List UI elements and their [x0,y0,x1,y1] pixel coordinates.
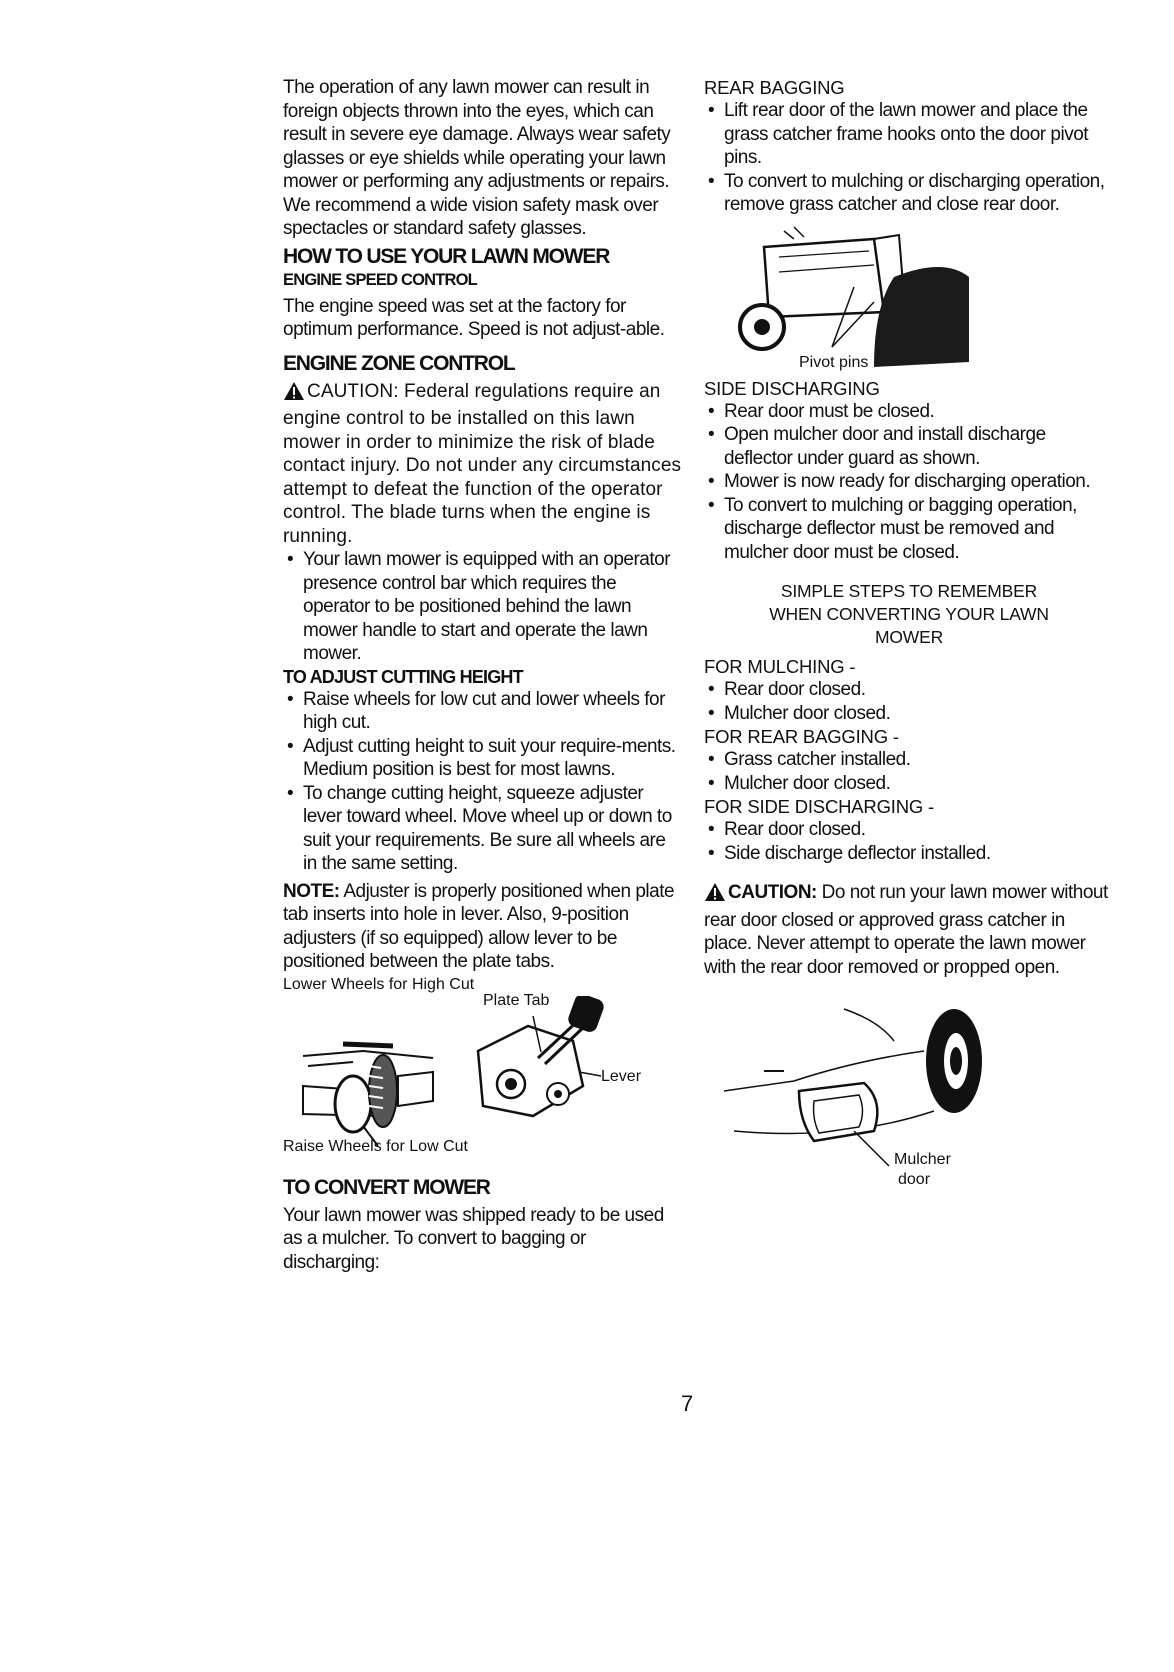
list-item: • Side discharge deflector installed. [704,842,1114,866]
adjuster-note [283,880,683,974]
list-item: • Open mulcher door and install discharge deflector under guard as shown. [704,423,1114,470]
list-item: • To convert to mulching or discharging operation, remove grass catcher and close rear door. [704,170,1114,217]
grass-catcher-illustration [724,217,984,377]
adjust-height-heading: TO ADJUST CUTTING HEIGHT [283,666,523,687]
left-column [283,76,683,1274]
safety-intro: The operation of any lawn mower can result in foreign objects thrown into the eyes, which can result in severe eye damage. Always wear safety glasses or eye shields while operating your lawn mower or performing any adjustments or repairs. We recommend a wide vision safety mask over spectacles or standard safety glasses. [283,77,671,239]
caution-label: CAUTION: [307,380,399,402]
right-column [704,76,1114,1188]
list-item: • To convert to mulching or bagging operation, discharge deflector must be removed and mulcher door must be closed. [704,494,1114,565]
steps-line: WHEN CONVERTING YOUR LAWN [769,604,1049,624]
list-item: • Mulcher door closed. [704,772,1114,796]
raise-wheels-label: Raise Wheels for Low Cut [283,1137,468,1155]
list-item: • Lift rear door of the lawn mower and place the grass catcher frame hooks onto the door pivot pins. [704,99,1114,170]
mulching-steps [704,678,1114,725]
caution-text: Do not run your lawn mower without rear door closed or approved grass catcher in place. Never attempt to operate the lawn mower with the rear door removed or propped open. [704,882,1108,978]
convert-mower-text: Your lawn mower was shipped ready to be used as a mulcher. To convert to bagging or discharging: [283,1204,664,1273]
page-number: 7 [681,1391,694,1416]
warning-icon [283,381,305,408]
list-item: • Your lawn mower is equipped with an operator presence control bar which requires the operator to be positioned behind the lawn mower handle to start and operate the lawn mower. [283,548,683,666]
list-item: • Grass catcher installed. [704,748,1114,772]
mulcher-label: Mulcher [894,1151,951,1168]
side-discharging-steps [704,818,1114,865]
list-item: • Rear door must be closed. [704,400,1114,424]
for-rear-bagging-heading: FOR REAR BAGGING - [704,726,899,747]
list-item: • Rear door closed. [704,818,1114,842]
for-mulching-heading: FOR MULCHING - [704,656,856,677]
how-to-use-heading: HOW TO USE YOUR LAWN MOWER [283,244,610,268]
for-side-discharging-heading: FOR SIDE DISCHARGING - [704,796,934,817]
caution-label: CAUTION: [728,882,817,903]
lower-wheels-label: Lower Wheels for High Cut [283,975,475,993]
wheel-adjuster-illustration [283,996,683,1146]
rear-bagging-heading: REAR BAGGING [704,77,845,98]
list-item: • Rear door closed. [704,678,1114,702]
mulcher-door-figure [704,991,1114,1188]
door-label: door [898,1171,931,1188]
plate-tab-label: Plate Tab [483,991,550,1009]
mulcher-door-illustration [704,991,1024,1181]
list-item: • Mulcher door closed. [704,702,1114,726]
lever-label: Lever [601,1067,642,1085]
note-text: Adjuster is properly positioned when plate tab inserts into hole in lever. Also, 9-position adjusters (if so equipped) allow lever to be positioned between the plate tabs. [283,880,675,972]
engine-zone-heading: ENGINE ZONE CONTROL [283,351,515,375]
rear-bagging-bullets [704,99,1114,217]
side-discharging-bullets [704,400,1114,565]
warning-icon [704,882,726,909]
engine-zone-caution [283,380,683,549]
list-item: • Adjust cutting height to suit your require-ments. Medium position is best for most lawns. [283,735,683,782]
convert-mower-heading: TO CONVERT MOWER [283,1175,490,1199]
caution-text: Federal regulations require an engine control to be installed on this lawn mower in order to minimize the risk of blade contact injury. Do not under any circumstances attempt to defeat the function of the operator control. The blade turns when the engine is running. [283,380,682,547]
cutting-height-figure [283,976,683,1156]
rear-door-caution [704,881,1114,979]
engine-speed-text: The engine speed was set at the factory for optimum performance. Speed is not adjust-able. [283,295,665,340]
pivot-pins-figure [724,217,1114,377]
pivot-pins-label: Pivot pins [799,353,869,371]
note-label: NOTE: [283,880,340,902]
rear-bagging-steps [704,748,1114,795]
list-item: • Raise wheels for low cut and lower wheels for high cut. [283,688,683,735]
steps-line: MOWER [874,627,944,647]
list-item: • To change cutting height, squeeze adjuster lever toward wheel. Move wheel up or down to suit your requirements. Be sure all wheels are in the same setting. [283,782,683,876]
simple-steps-title [704,580,1114,649]
side-discharging-heading: SIDE DISCHARGING [704,377,880,399]
steps-line: SIMPLE STEPS TO REMEMBER [780,581,1038,601]
engine-speed-heading: ENGINE SPEED CONTROL [283,270,477,289]
list-item: • Mower is now ready for discharging operation. [704,470,1114,494]
engine-zone-bullets [283,548,683,666]
adjust-bullets [283,688,683,876]
